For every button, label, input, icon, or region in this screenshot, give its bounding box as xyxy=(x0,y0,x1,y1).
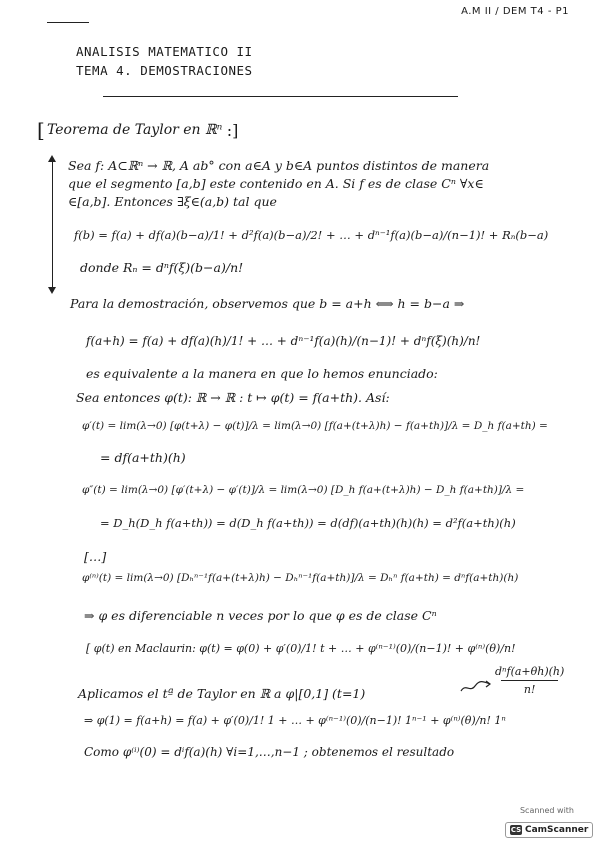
apply-taylor: Aplicamos el tª de Taylor en ℝ a φ|[0,1] (t=1) xyxy=(78,686,366,701)
phi-definition: Sea entonces φ(t): ℝ → ℝ : t ↦ φ(t) = f(a+th). Así: xyxy=(76,390,390,405)
second-derivative: φ″(t) = lim(λ→0) [φ′(t+λ) − φ′(t)]/λ = lim(λ→0) [D_h f(a+(t+λ)h) − D_h f(a+th)]/λ = xyxy=(82,484,525,496)
equivalence-note: es equivalente a la manera en que lo hemos enunciado: xyxy=(86,366,438,381)
second-derivative-result: = D_h(D_h f(a+th)) = d(D_h f(a+th)) = d(df)(a+th)(h)(h) = d²f(a+th)(h) xyxy=(100,516,516,530)
taylor-formula: f(b) = f(a) + df(a)(b−a)/1! + d²f(a)(b−a)/2! + … + dⁿ⁻¹f(a)(b−a)/(n−1)! + Rₙ(b−a) xyxy=(74,228,549,242)
topic-title: TEMA 4. DEMOSTRACIONES xyxy=(76,63,253,78)
proof-intro: Para la demostración, observemos que b = a+h ⟺ h = b−a ⇒ xyxy=(70,296,465,311)
scanned-with-label: Scanned with xyxy=(519,806,575,815)
side-note-denominator: n! xyxy=(523,683,536,696)
first-derivative: φ′(t) = lim(λ→0) [φ(t+λ) − φ(t)]/λ = lim(λ→0) [f(a+(t+λ)h) − f(a+th)]/λ = D_h f(a+th) = xyxy=(82,420,548,432)
maclaurin-expansion: [ φ(t) en Maclaurin: φ(t) = φ(0) + φ′(0)/1! t + … + φ⁽ⁿ⁻¹⁾(0)/(n−1)! + φ⁽ⁿ⁾(θ)/n! xyxy=(86,642,516,655)
course-title: ANALISIS MATEMATICO II xyxy=(76,44,253,59)
side-note-numerator: dⁿf(a+θh)(h) xyxy=(495,665,565,678)
phi-at-one: ⇒ φ(1) = f(a+h) = f(a) + φ′(0)/1! 1 + … + φ⁽ⁿ⁻¹⁾(0)/(n−1)! 1ⁿ⁻¹ + φ⁽ⁿ⁾(θ)/n! 1ⁿ xyxy=(84,714,506,727)
statement-line-3: ∈[a,b]. Entonces ∃ξ∈(a,b) tal que xyxy=(68,194,277,209)
double-arrow xyxy=(52,157,53,292)
statement-line-1: Sea f: A⊂ℝⁿ → ℝ, A ab° con a∈A y b∈A puntos distintos de manera xyxy=(68,158,490,173)
side-note-fraction-bar xyxy=(501,680,558,681)
camscanner-icon: CS xyxy=(510,826,522,834)
statement-line-2: que el segmento [a,b] este contenido en A. Si f es de clase Cⁿ ∀x∈ xyxy=(68,176,484,191)
page-reference: A.M II / DEM T4 - P1 xyxy=(461,6,569,17)
top-rule xyxy=(47,22,89,23)
theorem-title: [ Teorema de Taylor en ℝⁿ :] xyxy=(43,122,226,138)
final-conclusion: Como φ⁽ⁱ⁾(0) = dⁱf(a)(h) ∀i=1,…,n−1 ; obtenemos el resultado xyxy=(84,745,455,759)
first-derivative-result: = df(a+th)(h) xyxy=(100,450,186,465)
title-underline xyxy=(103,96,458,97)
equivalent-formula: f(a+h) = f(a) + df(a)(h)/1! + … + dⁿ⁻¹f(a)(h)/(n−1)! + dⁿf(ξ)(h)/n! xyxy=(86,334,481,348)
ellipsis: […] xyxy=(84,549,107,564)
camscanner-brand: CamScanner xyxy=(525,825,589,835)
camscanner-logo xyxy=(505,822,593,838)
camscanner-watermark xyxy=(505,806,589,838)
differentiability-conclusion: ⇒ φ es diferenciable n veces por lo que φ es de clase Cⁿ xyxy=(84,608,437,623)
squiggle-arrow-icon xyxy=(460,680,492,694)
nth-derivative: φ⁽ⁿ⁾(t) = lim(λ→0) [Dₕⁿ⁻¹f(a+(t+λ)h) − Dₕⁿ⁻¹f(a+th)]/λ = Dₕⁿ f(a+th) = dⁿf(a+th)(h) xyxy=(82,572,519,584)
remainder-definition: donde Rₙ = dⁿf(ξ)(b−a)/n! xyxy=(80,260,244,275)
side-note xyxy=(495,665,564,696)
